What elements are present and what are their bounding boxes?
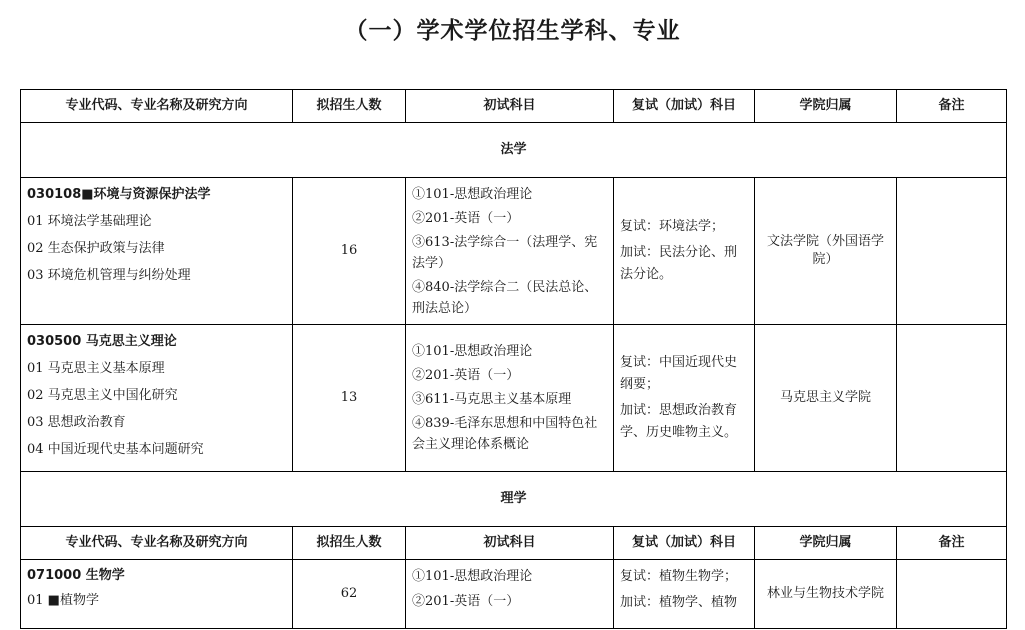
table-row: [21, 178, 1007, 325]
exam-subject: ②201-英语（一）: [412, 210, 520, 226]
major-cell: [21, 560, 293, 629]
remark-cell: [897, 325, 1007, 472]
header-major: 专业代码、专业名称及研究方向: [21, 527, 293, 560]
remark-cell: [897, 560, 1007, 629]
retest-subjects: [614, 560, 755, 629]
major-cell: [21, 178, 293, 325]
admissions-table: [20, 89, 1007, 629]
table-header-row-repeat: [21, 527, 1007, 560]
research-direction: 01 马克思主义基本原理: [27, 361, 165, 376]
page-title: （一）学术学位招生学科、专业: [344, 18, 681, 44]
exam-subject: ②201-英语（一）: [412, 368, 520, 383]
table-header-row: [21, 90, 1007, 123]
header-remark: 备注: [897, 527, 1007, 560]
header-college: 学院归属: [755, 527, 897, 560]
header-exams: 初试科目: [406, 90, 614, 123]
enrollment-count: 62: [293, 560, 406, 629]
major-cell: [21, 325, 293, 472]
header-exams: 初试科目: [406, 527, 614, 560]
category-science: 理学: [21, 472, 1007, 527]
header-major: 专业代码、专业名称及研究方向: [21, 90, 293, 123]
header-enrollment: 拟招生人数: [293, 527, 406, 560]
research-direction: 01 环境法学基础理论: [27, 214, 152, 229]
category-law: 法学: [21, 123, 1007, 178]
retest-subject: 加试：植物学、植物: [620, 595, 738, 610]
header-retest: 复试（加试）科目: [614, 90, 755, 123]
remark-cell: [897, 178, 1007, 325]
major-title: 030500 马克思主义理论: [27, 334, 177, 349]
major-title: 071000 生物学: [27, 568, 125, 583]
research-direction: 01 ■植物学: [27, 593, 99, 608]
retest-subject: 复试：中国近现代史纲要；: [620, 355, 738, 392]
retest-subject: 加试：思想政治教育学、历史唯物主义。: [620, 403, 738, 440]
header-retest: 复试（加试）科目: [614, 527, 755, 560]
table-row: [21, 560, 1007, 629]
retest-subjects: [614, 325, 755, 472]
research-direction: 03 思想政治教育: [27, 415, 126, 430]
research-direction: 03 环境危机管理与纠纷处理: [27, 268, 191, 283]
header-remark: 备注: [897, 90, 1007, 123]
header-college: 学院归属: [755, 90, 897, 123]
exam-subjects: [406, 560, 614, 629]
exam-subject: ①101-思想政治理论: [412, 569, 533, 584]
college-name: 马克思主义学院: [755, 325, 897, 472]
research-direction: 02 生态保护政策与法律: [27, 241, 165, 256]
table-row: [21, 325, 1007, 472]
header-enrollment: 拟招生人数: [293, 90, 406, 123]
retest-subject: 复试：植物生物学；: [620, 569, 738, 584]
exam-subject: ④839-毛泽东思想和中国特色社会主义理论体系概论: [412, 416, 598, 452]
exam-subject: ③611-马克思主义基本原理: [412, 392, 572, 407]
category-row-science: [21, 472, 1007, 527]
enrollment-count: 13: [293, 325, 406, 472]
category-row-law: [21, 123, 1007, 178]
research-direction: 04 中国近现代史基本问题研究: [27, 442, 204, 457]
research-direction: 02 马克思主义中国化研究: [27, 388, 178, 403]
exam-subject: ②201-英语（一）: [412, 594, 520, 609]
retest-subject: 复试：环境法学；: [620, 219, 725, 234]
exam-subject: ③613-法学综合一（法理学、宪法学）: [412, 234, 598, 271]
enrollment-count: 16: [293, 178, 406, 325]
retest-subject: 加试：民法分论、刑法分论。: [620, 245, 738, 282]
exam-subject: ④840-法学综合二（民法总论、刑法总论）: [412, 279, 598, 316]
major-title: 030108■环境与资源保护法学: [27, 187, 211, 202]
college-name: 文法学院（外国语学院）: [755, 178, 897, 325]
exam-subject: ①101-思想政治理论: [412, 344, 533, 359]
retest-subjects: [614, 178, 755, 325]
exam-subjects: [406, 325, 614, 472]
exam-subject: ①101-思想政治理论: [412, 186, 533, 202]
college-name: 林业与生物技术学院: [755, 560, 897, 629]
exam-subjects: [406, 178, 614, 325]
